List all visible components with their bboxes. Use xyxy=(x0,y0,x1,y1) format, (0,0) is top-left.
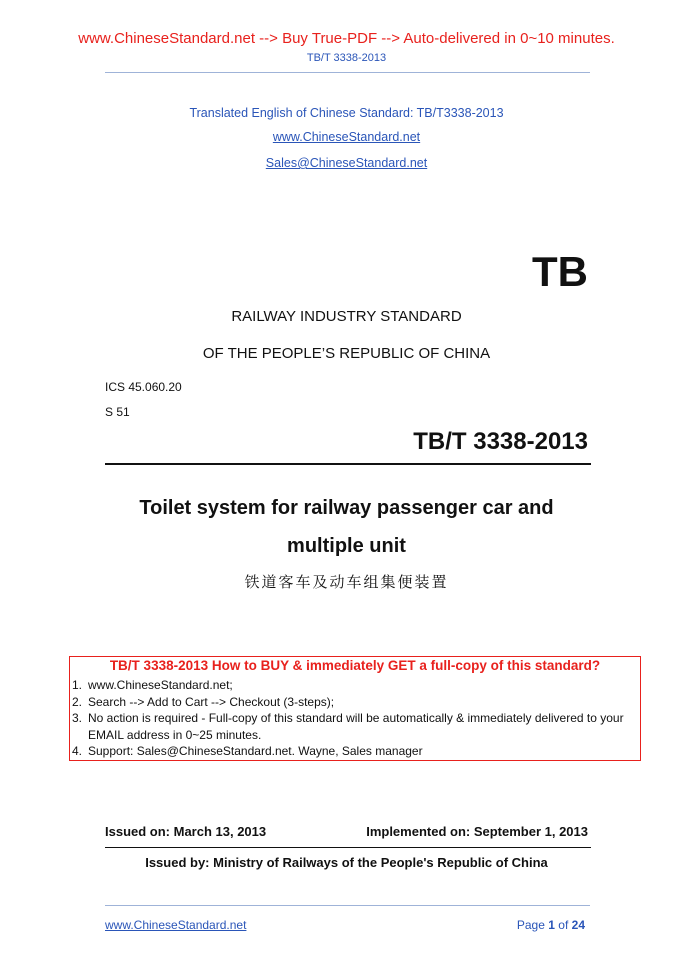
buy-instructions-box xyxy=(69,656,641,761)
footer-website-link[interactable]: www.ChineseStandard.net xyxy=(105,918,247,932)
standard-number: TB/T 3338-2013 xyxy=(413,428,588,455)
step-number: 3. xyxy=(72,711,83,725)
buy-step xyxy=(70,743,640,760)
implemented-on-date: Implemented on: September 1, 2013 xyxy=(366,824,588,839)
buy-step xyxy=(70,677,640,694)
buy-step xyxy=(70,710,640,743)
page-current: 1 xyxy=(548,918,555,932)
buy-box-heading: TB/T 3338-2013 How to BUY & immediately GET a full-copy of this standard? xyxy=(109,658,601,673)
step-text[interactable]: www.ChineseStandard.net; xyxy=(88,678,233,692)
step-text: No action is required - Full-copy of this standard will be automatically & immediately delivered to your EMAIL address in 0~25 minutes. xyxy=(88,711,624,742)
classification-code: S 51 xyxy=(105,405,130,419)
website-link[interactable]: www.ChineseStandard.net xyxy=(272,130,421,144)
issuing-authority: Issued by: Ministry of Railways of the People's Republic of China xyxy=(145,855,548,870)
footer-divider xyxy=(105,905,590,906)
issued-on-date: Issued on: March 13, 2013 xyxy=(105,824,267,839)
header-divider xyxy=(105,72,590,73)
step-text: Search --> Add to Cart --> Checkout (3-steps); xyxy=(88,694,335,709)
step-number: 2. xyxy=(72,694,83,709)
header-standard-number: TB/T 3338-2013 xyxy=(306,52,387,64)
ics-code: ICS 45.060.20 xyxy=(105,380,182,394)
step-number: 4. xyxy=(72,744,83,758)
page-of: of xyxy=(558,918,569,932)
standard-code-logo: TB xyxy=(532,248,588,295)
translation-email-row xyxy=(0,156,693,170)
issued-divider xyxy=(105,847,591,848)
page-indicator xyxy=(517,918,585,932)
chinese-title: 铁道客车及动车组集便装置 xyxy=(244,573,449,591)
promo-banner[interactable]: www.ChineseStandard.net --> Buy True-PDF --> Auto-delivered in 0~10 minutes. xyxy=(78,30,615,47)
title-line-2: multiple unit xyxy=(287,535,406,557)
step-number: 1. xyxy=(72,678,83,692)
translation-website-row xyxy=(0,130,693,144)
title-divider xyxy=(105,463,591,465)
buy-step xyxy=(70,694,640,711)
email-link[interactable]: Sales@ChineseStandard.net xyxy=(265,156,428,170)
industry-line-1: RAILWAY INDUSTRY STANDARD xyxy=(231,308,462,325)
page-label: Page xyxy=(516,918,545,932)
buy-steps-list xyxy=(70,677,640,760)
translation-note: Translated English of Chinese Standard: TB/T3338-2013 xyxy=(189,106,504,120)
step-text: Support: Sales@ChineseStandard.net. Wayne, Sales manager xyxy=(88,744,423,758)
title-line-1: Toilet system for railway passenger car and xyxy=(139,497,554,519)
industry-line-2: OF THE PEOPLE’S REPUBLIC OF CHINA xyxy=(202,345,491,362)
page-total: 24 xyxy=(571,918,585,932)
